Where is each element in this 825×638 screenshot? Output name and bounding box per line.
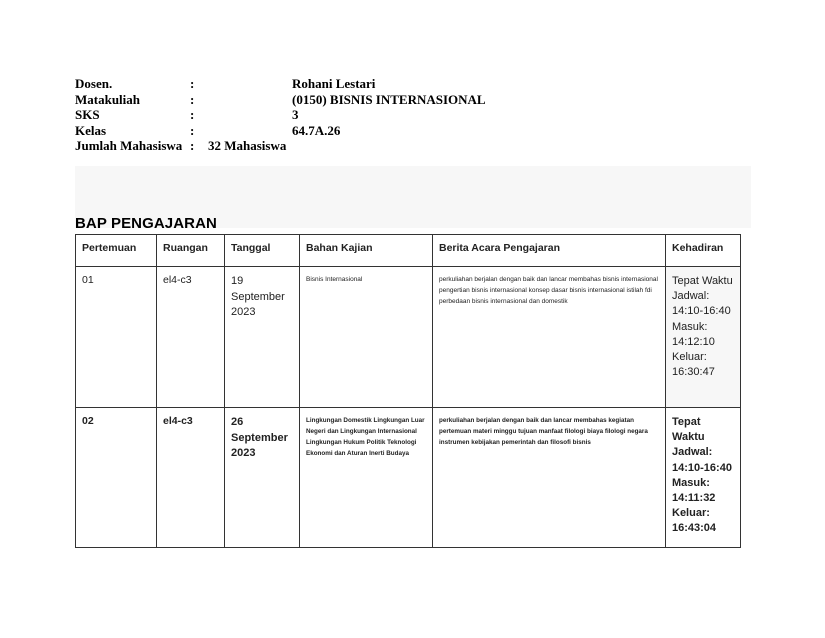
sks-value: 3 bbox=[292, 107, 299, 122]
matakuliah-label: Matakuliah bbox=[75, 91, 141, 107]
page-title: BAP PENGAJARAN bbox=[75, 215, 217, 232]
kehadiran-keluar: Keluar: 16:30:47 bbox=[672, 351, 715, 379]
berita-acara-cell: perkuliahan berjalan dengan baik dan lancar membahas kegiatan pertemuan materi minggu tujuan manfaat filologi biaya filologi negara instrumen kebijakan pemerintah dan filosofi bisnis bbox=[433, 408, 666, 548]
kehadiran-masuk: Masuk: 14:11:32 bbox=[672, 476, 716, 505]
kehadiran-status: Tepat Waktu bbox=[672, 275, 733, 287]
kehadiran-keluar: Keluar: 16:43:04 bbox=[672, 507, 717, 535]
kelas-label: Kelas bbox=[75, 122, 107, 138]
bahan-kajian-cell: Lingkungan Domestik Lingkungan Luar Negeri dan Lingkungan Internasional Lingkungan Hukum Politik Teknologi Ekonomi dan Aturan Inerti Budaya bbox=[300, 408, 433, 548]
kelas-colon: : bbox=[190, 122, 195, 138]
tanggal-cell: 19 September 2023 bbox=[225, 267, 300, 408]
kehadiran-status: Tepat Waktu bbox=[672, 416, 705, 444]
dosen-value: Rohani Lestari bbox=[292, 76, 376, 91]
dosen-label: Dosen. bbox=[75, 76, 113, 91]
col-header-tanggal: Tanggal bbox=[225, 235, 300, 267]
table-header-row bbox=[76, 235, 741, 267]
col-header-bahan-kajian: Bahan Kajian bbox=[300, 235, 433, 267]
jumlah-label: Jumlah Mahasiswa bbox=[75, 138, 183, 153]
col-header-ruangan: Ruangan bbox=[157, 235, 225, 267]
table-row bbox=[76, 267, 741, 408]
jumlah-value: 32 Mahasiswa bbox=[208, 138, 287, 153]
ruangan-cell: el4-c3 bbox=[157, 267, 225, 408]
matakuliah-colon: : bbox=[190, 91, 195, 107]
kehadiran-cell bbox=[666, 267, 741, 408]
sks-colon: : bbox=[190, 107, 195, 122]
berita-acara-cell: perkuliahan berjalan dengan baik dan lancar membahas bisnis internasional pengertian bisnis internasional konsep dasar bisnis internasional istilah fdi perbedaan bisnis internasional dan domestik bbox=[433, 267, 666, 408]
kelas-value: 64.7A.26 bbox=[292, 122, 341, 138]
pertemuan-cell: 01 bbox=[76, 267, 157, 408]
tanggal-cell: 26 September 2023 bbox=[225, 408, 300, 548]
kehadiran-cell bbox=[666, 408, 741, 548]
matakuliah-value: (0150) BISNIS INTERNASIONAL bbox=[292, 91, 486, 107]
bahan-kajian-cell: Bisnis Internasional bbox=[300, 267, 433, 408]
col-header-berita-acara: Berita Acara Pengajaran bbox=[433, 235, 666, 267]
dosen-colon: : bbox=[190, 76, 195, 91]
kehadiran-jadwal: Jadwal: 14:10-16:40 bbox=[672, 290, 731, 318]
sks-label: SKS bbox=[75, 107, 100, 122]
kehadiran-masuk: Masuk: 14:12:10 bbox=[672, 320, 715, 348]
pertemuan-cell: 02 bbox=[76, 408, 157, 548]
jumlah-colon: : bbox=[190, 138, 195, 153]
kehadiran-jadwal: Jadwal: 14:10-16:40 bbox=[672, 446, 732, 474]
col-header-kehadiran: Kehadiran bbox=[666, 235, 741, 267]
col-header-pertemuan: Pertemuan bbox=[76, 235, 157, 267]
bap-table bbox=[75, 234, 741, 548]
ruangan-cell: el4-c3 bbox=[157, 408, 225, 548]
table-row bbox=[76, 408, 741, 548]
